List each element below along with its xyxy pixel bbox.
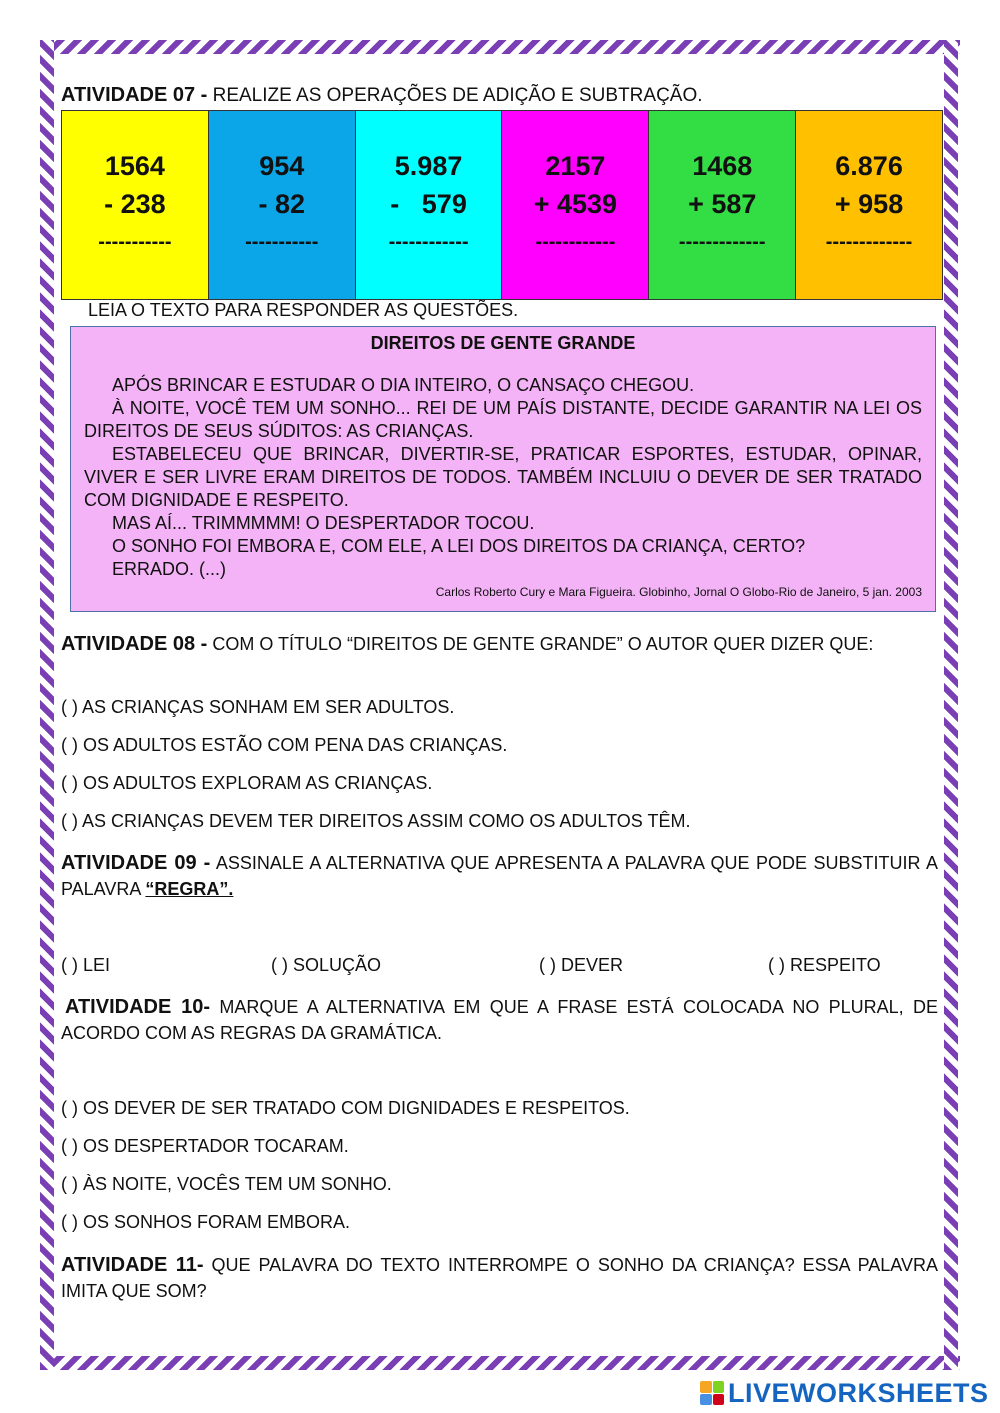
liveworksheets-icon [700, 1381, 724, 1405]
activity-07-heading [61, 84, 938, 107]
decorative-border-top [40, 40, 960, 54]
activity-10-option[interactable]: ( ) OS DEVER DE SER TRATADO COM DIGNIDADES E RESPEITOS. [61, 1098, 630, 1118]
activity-09-option[interactable]: ( ) DEVER [539, 955, 624, 975]
operation-top: 1564 [104, 151, 165, 181]
decorative-border-left [40, 40, 54, 1370]
activity-10-option[interactable]: ( ) OS DESPERTADOR TOCARAM. [61, 1136, 349, 1156]
activity-08-option[interactable]: ( ) AS CRIANÇAS DEVEM TER DIREITOS ASSIM COMO OS ADULTOS TÊM. [61, 811, 691, 831]
operation-top: 954 [259, 151, 305, 181]
operation-cell[interactable] [209, 111, 356, 299]
operation-answer-line: ------------- [825, 231, 913, 253]
activity-11-question [61, 1252, 938, 1304]
operation-cell[interactable] [649, 111, 796, 299]
operation-cell[interactable] [62, 111, 209, 299]
activity-09-option[interactable]: ( ) RESPEITO [768, 955, 881, 975]
activity-09-label: ATIVIDADE 09 - [61, 852, 211, 874]
activity-10-text: MARQUE A ALTERNATIVA EM QUE A FRASE ESTÁ COLOCADA NO PLURAL, DE ACORDO COM AS REGRAS DA GRAMÁTICA. [61, 997, 938, 1043]
activity-07-instruction: REALIZE AS OPERAÇÕES DE ADIÇÃO E SUBTRAÇÃO. [212, 85, 703, 106]
activity-09-question [61, 850, 938, 902]
activity-08-option[interactable]: ( ) OS ADULTOS EXPLORAM AS CRIANÇAS. [61, 773, 433, 793]
activity-09-text: ASSINALE A ALTERNATIVA QUE APRESENTA A PALAVRA QUE PODE SUBSTITUIR A PALAVRA [61, 853, 939, 899]
operation-top: 6.876 [835, 151, 903, 181]
activity-08-option[interactable]: ( ) OS ADULTOS ESTÃO COM PENA DAS CRIANÇAS. [61, 735, 508, 755]
reading-title: DIREITOS DE GENTE GRANDE [370, 333, 636, 353]
operation-top: 1468 [692, 151, 753, 181]
activity-07-label: ATIVIDADE 07 - [61, 84, 208, 106]
operation-top: 2157 [545, 151, 606, 181]
activity-08-option[interactable]: ( ) AS CRIANÇAS SONHAM EM SER ADULTOS. [61, 697, 455, 717]
operations-grid [61, 110, 943, 300]
operation-cell[interactable] [796, 111, 942, 299]
operation-bottom: - 579 [390, 189, 467, 219]
activity-10-question [61, 994, 938, 1046]
reading-intro: LEIA O TEXTO PARA RESPONDER AS QUESTÕES. [88, 300, 519, 320]
activity-11-label: ATIVIDADE 11- [61, 1254, 204, 1276]
activity-09-option[interactable]: ( ) SOLUÇÃO [271, 955, 382, 975]
operation-answer-line: ------------- [678, 231, 766, 253]
operation-bottom: + 4539 [533, 189, 618, 219]
activity-08-label: ATIVIDADE 08 - [61, 633, 208, 655]
activity-10-option[interactable]: ( ) OS SONHOS FORAM EMBORA. [61, 1212, 351, 1232]
liveworksheets-brand: LIVEWORKSHEETS [728, 1377, 989, 1408]
activity-11-text: QUE PALAVRA DO TEXTO INTERROMPE O SONHO DA CRIANÇA? ESSA PALAVRA IMITA QUE SOM? [61, 1255, 938, 1301]
operation-cell[interactable] [356, 111, 503, 299]
operation-cell[interactable] [502, 111, 649, 299]
operation-answer-line: ------------ [388, 231, 469, 253]
activity-09-option[interactable]: ( ) LEI [61, 955, 111, 975]
operation-bottom: - 82 [258, 189, 305, 219]
operation-bottom: - 238 [104, 189, 166, 219]
activity-08-question [61, 631, 938, 657]
reading-citation: Carlos Roberto Cury e Mara Figueira. Globinho, Jornal O Globo-Rio de Janeiro, 5 jan. 2003 [435, 585, 922, 599]
activity-09-options [61, 955, 921, 976]
operation-bottom: + 587 [688, 189, 757, 219]
operation-answer-line: ----------- [245, 231, 319, 253]
reading-paragraph: O SONHO FOI EMBORA E, COM ELE, A LEI DOS DIREITOS DA CRIANÇA, CERTO? [112, 536, 806, 556]
operation-bottom: + 958 [834, 189, 904, 219]
operation-answer-line: ------------ [535, 231, 616, 253]
activity-10-label: ATIVIDADE 10- [65, 996, 211, 1018]
decorative-border-right [944, 40, 958, 1370]
reading-paragraph: ERRADO. (...) [112, 559, 227, 579]
activity-09-keyword: “REGRA”. [145, 879, 234, 899]
reading-paragraph: MAS AÍ... TRIMMMMM! O DESPERTADOR TOCOU. [112, 513, 535, 533]
liveworksheets-logo [700, 1378, 989, 1408]
operation-top: 5.987 [394, 151, 463, 181]
activity-10-option[interactable]: ( ) ÀS NOITE, VOCÊS TEM UM SONHO. [61, 1174, 392, 1194]
operation-answer-line: ----------- [98, 231, 172, 253]
reading-paragraph: APÓS BRINCAR E ESTUDAR O DIA INTEIRO, O CANSAÇO CHEGOU. [112, 375, 695, 395]
activity-08-text: COM O TÍTULO “DIREITOS DE GENTE GRANDE” O AUTOR QUER DIZER QUE: [212, 634, 874, 654]
reading-paragraph: ESTABELECEU QUE BRINCAR, DIVERTIR-SE, PRATICAR ESPORTES, ESTUDAR, OPINAR, VIVER E SER LIVRE ERAM DIREITOS DE TODOS. TAMBÉM INCLUIU O DEVER DE SER TRATADO COM DIGNIDADE E RESPEITO. [84, 444, 922, 510]
reading-text-box [70, 326, 936, 612]
decorative-border-bottom [40, 1356, 960, 1370]
reading-paragraph: À NOITE, VOCÊ TEM UM SONHO... REI DE UM PAÍS DISTANTE, DECIDE GARANTIR NA LEI OS DIREITOS DE SEUS SÚDITOS: AS CRIANÇAS. [84, 398, 922, 441]
